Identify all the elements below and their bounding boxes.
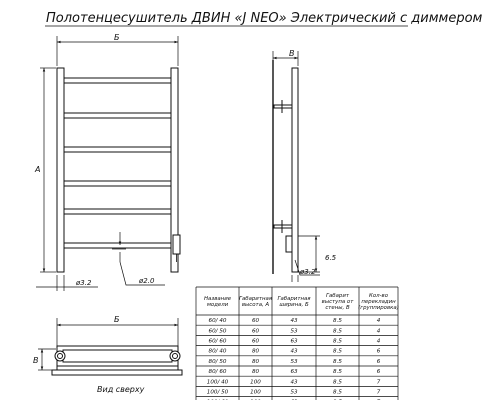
table-cell: 63 — [290, 338, 298, 345]
table-header-cell: Габаритная — [238, 295, 273, 302]
table-cell: 63 — [290, 369, 298, 376]
table-cell: 80/ 40 — [208, 348, 227, 355]
table-cell: 60/ 40 — [208, 318, 227, 325]
heating-element-box — [173, 235, 180, 254]
side-view — [273, 60, 298, 274]
table-cell: 4 — [376, 328, 381, 335]
table-header-cell: Габарит — [326, 292, 349, 299]
table-cell: 4 — [376, 338, 381, 345]
table-cell: 100/ 40 — [206, 379, 229, 386]
table-cell: 80 — [251, 369, 260, 376]
table-cell: 4 — [376, 318, 381, 325]
table-cell: 80 — [251, 348, 260, 355]
top-right-post — [170, 351, 180, 361]
table-cell: 53 — [290, 389, 298, 396]
table-header-cell: Габаритная — [277, 295, 311, 302]
table-cell: 80 — [251, 358, 260, 365]
height-dimension — [40, 68, 56, 272]
table-cell: 8.5 — [333, 379, 342, 386]
table-cell: 8.5 — [333, 338, 342, 345]
depth-label: В — [289, 49, 295, 58]
lower-bracket — [274, 225, 292, 228]
top-depth-dimension — [38, 349, 56, 370]
table-header-cell: Название — [203, 295, 232, 302]
side-pipe-diameter-label: ø3.2 — [300, 268, 316, 276]
table-cell: 53 — [290, 358, 298, 365]
offset-dimension — [298, 236, 320, 272]
top-rail-outer — [57, 346, 178, 366]
crossbar — [64, 181, 171, 186]
dimensions-table — [196, 287, 399, 400]
table-cell: 100 — [250, 389, 261, 396]
table-cell: 7 — [376, 389, 381, 396]
side-heating-element — [286, 236, 292, 252]
crossbar — [64, 113, 171, 118]
table-cell: 8.5 — [333, 328, 342, 335]
top-wall-plate — [52, 370, 182, 375]
table-cell: 43 — [290, 379, 298, 386]
table-cell: 6 — [376, 369, 381, 376]
top-depth-label: В — [33, 356, 39, 365]
table-cell: 53 — [290, 328, 298, 335]
table-cell: 8.5 — [333, 318, 342, 325]
offset-label: 6.5 — [325, 254, 337, 262]
top-width-label: Б — [114, 315, 120, 324]
crossbar — [64, 147, 171, 152]
table-header-cell: выступа от — [321, 299, 354, 305]
table-cell: 60/ 50 — [208, 328, 227, 335]
table-cell: 60 — [251, 328, 260, 335]
crossbar — [64, 78, 171, 83]
table-header-cell: модели — [206, 302, 229, 309]
table-cell: 8.5 — [333, 358, 342, 365]
outlet-diameter-label: ø2.0 — [139, 277, 155, 285]
top-rail-inner — [63, 350, 172, 362]
table-cell: 8.5 — [333, 369, 342, 376]
top-view-caption: Вид сверху — [97, 385, 145, 394]
table-header-cell: Кол-во — [369, 292, 388, 299]
table-cell: 60/ 60 — [208, 338, 227, 345]
left-post — [57, 68, 64, 272]
table-cell: 100 — [250, 379, 261, 386]
table-cell: 6 — [376, 348, 381, 355]
table-cell: 8.5 — [333, 389, 342, 396]
height-label: А — [35, 165, 41, 174]
crossbar — [64, 243, 171, 248]
upper-bracket — [274, 105, 292, 108]
table-cell: 7 — [376, 379, 381, 386]
width-label: Б — [114, 33, 120, 42]
drawing-title: Полотенцесушитель ДВИН «J NEO» Электрический с диммером — [46, 11, 483, 26]
table-header-cell: стены, В — [325, 305, 350, 312]
table-cell: 43 — [290, 318, 298, 325]
table-cell: 60 — [251, 318, 260, 325]
pipe-diameter-label: ø3.2 — [76, 279, 92, 287]
top-left-post — [55, 351, 65, 361]
table-cell: 8.5 — [333, 348, 342, 355]
top-view — [52, 346, 182, 375]
table-cell: 60 — [251, 338, 260, 345]
side-post — [292, 68, 298, 272]
crossbar — [64, 209, 171, 214]
table-cell: 100/ 50 — [206, 389, 229, 396]
table-cell: 80/ 60 — [208, 369, 227, 376]
table-header-cell: перекладин — [361, 299, 396, 305]
front-view — [57, 68, 180, 272]
table-header-cell: (группировка) — [358, 305, 399, 312]
table-cell: 43 — [290, 348, 298, 355]
table-cell: 6 — [376, 358, 381, 365]
table-header-cell: высота, А — [241, 302, 270, 309]
table-header-cell: ширина, Б — [279, 302, 309, 309]
table-cell: 80/ 50 — [208, 358, 227, 365]
